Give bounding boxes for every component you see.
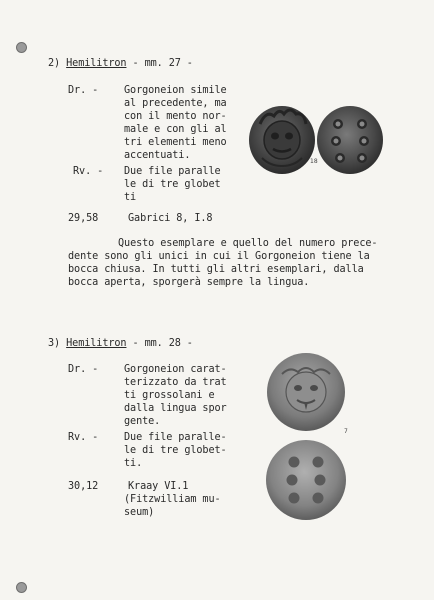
entry3-title-name: Hemilitron (66, 338, 127, 349)
entry2-obverse-line: Gorgoneion simile (124, 85, 227, 96)
entry3-reverse-label: Rv. - (68, 432, 99, 443)
entry3-obverse-line: gente. (124, 416, 161, 427)
entry3-reverse-line: Due file paralle- (124, 432, 227, 443)
entry3-obverse-line: ti grossolani e (124, 390, 215, 401)
entry2-obverse-line: con il mento nor- (124, 111, 227, 122)
entry2-note-line: Questo esemplare e quello del numero prece- (118, 238, 378, 249)
entry2-weight: 29,58 (68, 213, 99, 224)
entry2-obverse-label: Dr. - (68, 85, 99, 96)
entry3-coin-photo (264, 352, 348, 524)
entry2-obverse-line: accentuati. (124, 150, 191, 161)
entry2-obverse-line: al precedente, ma (124, 98, 227, 109)
binder-hole-bottom (16, 582, 27, 593)
entry3-reference-line: Kraay VI.1 (128, 481, 189, 492)
entry2-title-rest: - mm. 27 - (126, 58, 193, 69)
entry3-title (48, 337, 193, 350)
entry3-figure-number: 7 (344, 428, 348, 435)
entry2-note-line: dente sono gli unici in cui il Gorgoneion tiene la (68, 251, 370, 262)
entry2-reference: Gabrici 8, I.8 (128, 213, 213, 224)
entry3-obverse-line: Gorgoneion carat- (124, 364, 227, 375)
gorgoneion-obverse-image (249, 106, 315, 174)
entry3-reference-line: seum) (124, 507, 155, 518)
entry2-title-name: Hemilitron (66, 58, 127, 69)
entry3-title-rest: - mm. 28 - (126, 338, 193, 349)
entry3-reverse-line: le di tre globet- (124, 445, 227, 456)
entry2-reverse-line: Due file paralle (124, 166, 221, 177)
entry2-figure-number: 18 (310, 158, 318, 165)
entry3-reference-line: (Fitzwilliam mu- (124, 494, 221, 505)
entry2-reverse-line: le di tre globet (124, 179, 221, 190)
entry3-weight: 30,12 (68, 481, 99, 492)
entry2-note-line: bocca aperta, sporgerà sempre la lingua. (68, 277, 310, 288)
entry2-title (48, 57, 193, 70)
entry2-reverse-line: ti (124, 192, 137, 203)
entry3-obverse-line: terizzato da trat (124, 377, 227, 388)
gorgoneion-obverse-image (267, 353, 345, 431)
entry3-reverse-line: ti. (124, 458, 143, 469)
entry2-note-line: bocca chiusa. In tutti gli altri esemplari, dalla (68, 264, 364, 275)
six-pellets-reverse-image (317, 106, 383, 174)
entry3-title-number: 3) (48, 338, 61, 349)
six-pellets-reverse-image (266, 440, 346, 520)
entry2-title-number: 2) (48, 58, 61, 69)
binder-hole-top (16, 42, 27, 53)
entry2-reverse-label: Rv. - (73, 166, 104, 177)
entry2-coin-photo (246, 100, 386, 180)
entry2-obverse-line: male e con gli al (124, 124, 227, 135)
entry2-obverse-line: tri elementi meno (124, 137, 227, 148)
entry3-obverse-label: Dr. - (68, 364, 99, 375)
entry3-obverse-line: dalla lingua spor (124, 403, 227, 414)
